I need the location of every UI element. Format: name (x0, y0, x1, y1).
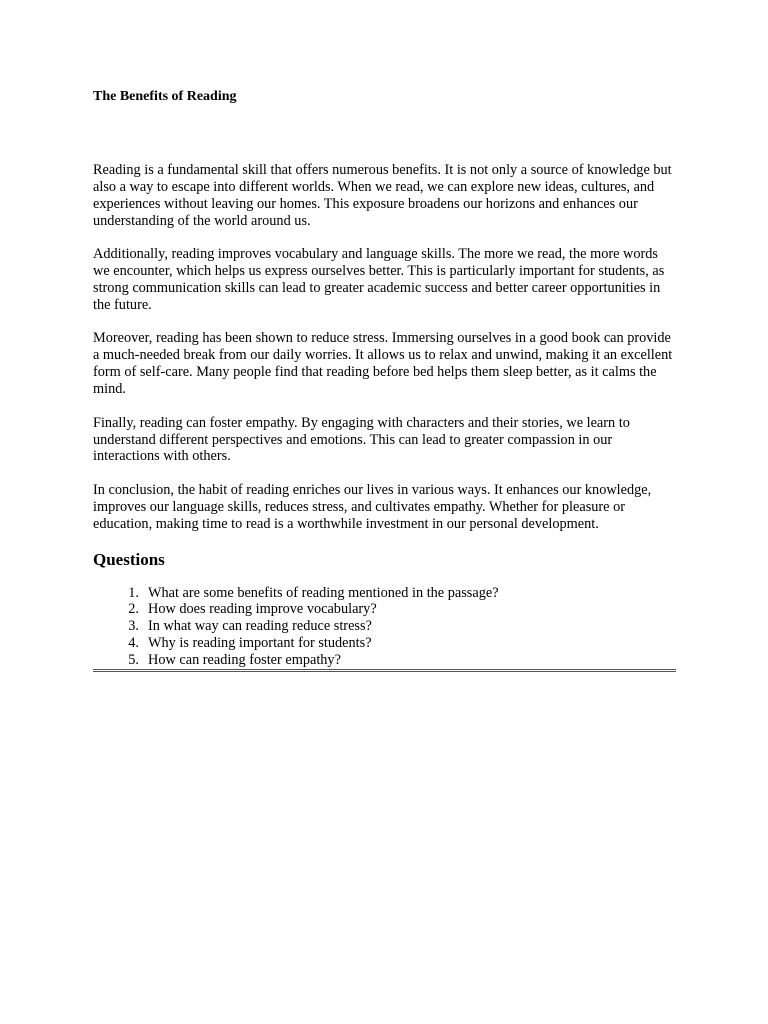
document-page (93, 88, 677, 672)
question-item (93, 601, 676, 618)
question-item (93, 652, 676, 669)
document-body (93, 162, 677, 533)
question-number: 5. (128, 651, 139, 668)
paragraph-4: Finally, reading can foster empathy. By engaging with characters and their stories, we learn to understand different perspectives and emotions. This can lead to greater compassion in our interactions with others. (93, 414, 630, 465)
question-number: 3. (128, 618, 139, 635)
paragraph-5: In conclusion, the habit of reading enriches our lives in various ways. It enhances our knowledge, improves our language skills, reduces stress, and cultivates empathy. Whether for pleasure or education, making time to read is a worthwhile investment in our personal development. (93, 481, 652, 532)
question-item (93, 618, 676, 635)
paragraph-1: Reading is a fundamental skill that offers numerous benefits. It is not only a source of knowledge but also a way to escape into different worlds. When we read, we can explore new ideas, cultures, and experiences without leaving our homes. This exposure broadens our horizons and enhances our understanding of the world around us. (93, 162, 672, 229)
question-number: 4. (128, 635, 139, 652)
document-title: The Benefits of Reading (93, 89, 237, 104)
question-number: 2. (128, 601, 139, 618)
question-text: How does reading improve vocabulary? (148, 601, 377, 618)
paragraph-3: Moreover, reading has been shown to reduce stress. Immersing ourselves in a good book can provide a much-needed break from our daily worries. It allows us to relax and unwind, making it an excellent form of self-care. Many people find that reading before bed helps them sleep better, as it calms the mind. (93, 330, 673, 398)
question-item (93, 585, 676, 602)
question-text: What are some benefits of reading mentioned in the passage? (148, 584, 499, 601)
question-text: Why is reading important for students? (148, 635, 372, 652)
question-item (93, 635, 676, 652)
paragraph-2: Additionally, reading improves vocabulary and language skills. The more we read, the more words we encounter, which helps us express ourselves better. This is particularly important for students, as strong communication skills can lead to greater academic success and better career opportunities in the future. (93, 246, 665, 313)
question-text: How can reading foster empathy? (148, 651, 341, 668)
question-text: In what way can reading reduce stress? (148, 618, 372, 635)
questions-heading: Questions (93, 549, 165, 569)
question-number: 1. (128, 584, 139, 601)
questions-list (93, 585, 676, 672)
